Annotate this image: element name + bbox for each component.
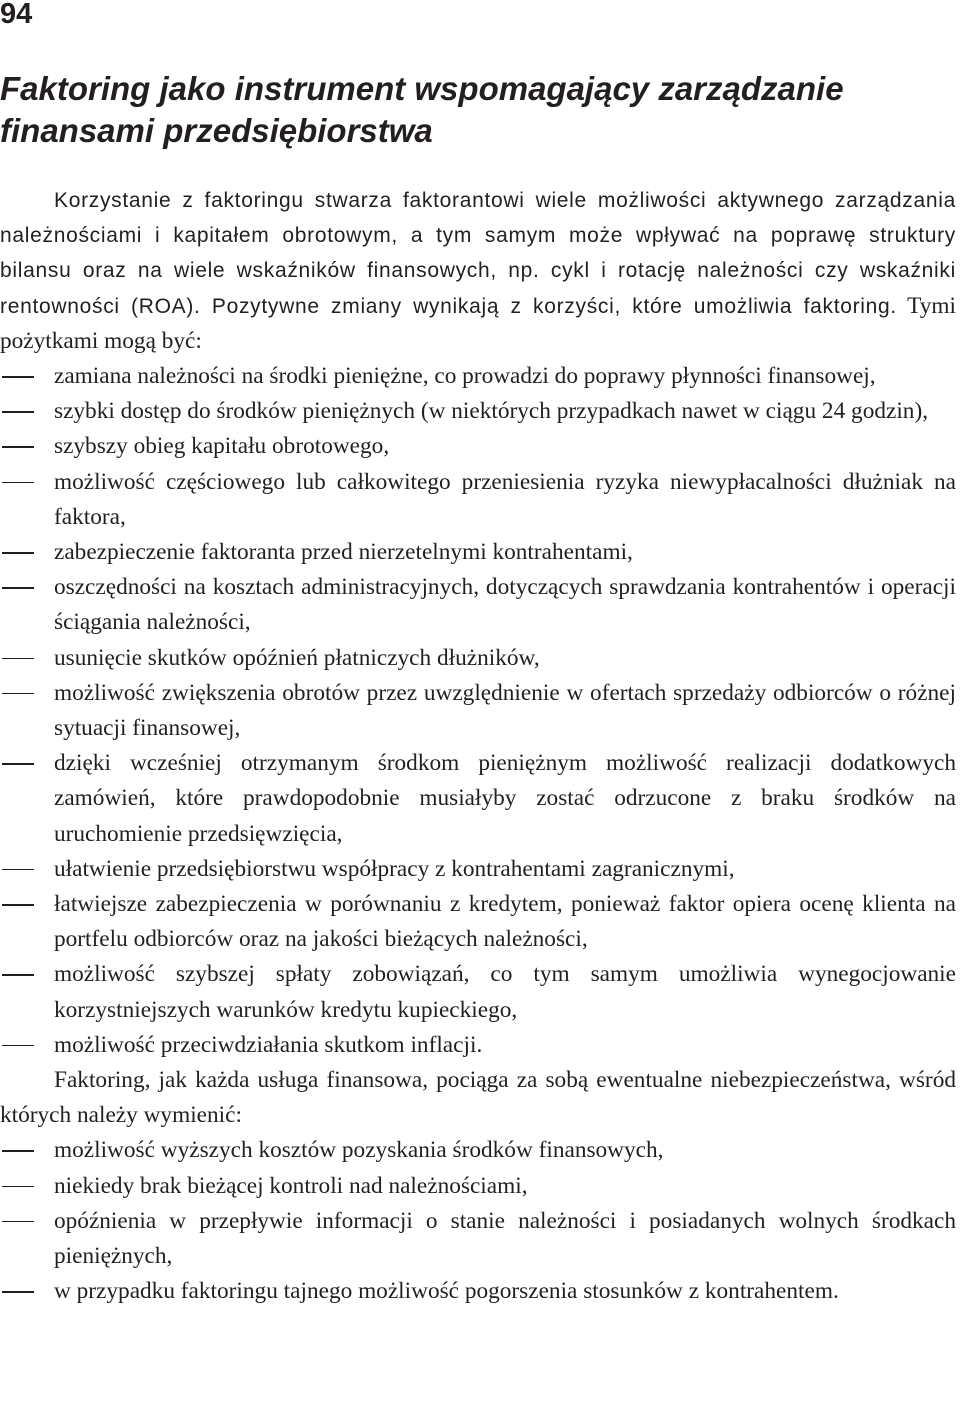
- risks-list: [0, 1133, 956, 1309]
- dash-bullet-icon: [2, 1045, 34, 1047]
- list-item: [0, 887, 956, 957]
- list-item-text: zabezpieczenie faktoranta przed nierzetelnymi kontrahentami,: [54, 539, 633, 566]
- list-item-text: szybszy obieg kapitału obrotowego,: [54, 433, 390, 460]
- list-item: [0, 957, 956, 1027]
- page-title: Faktoring jako instrument wspomagający zarządzanie finansami przedsiębiorstwa: [0, 70, 844, 149]
- dash-bullet-icon: [2, 1186, 34, 1188]
- list-item-text: szybki dostęp do środków pieniężnych (w niektórych przypadkach nawet w ciągu 24 godzin),: [54, 398, 929, 425]
- dash-bullet-icon: [2, 1291, 34, 1293]
- page-number: 94: [0, 0, 33, 30]
- list-item-text: możliwość częściowego lub całkowitego przeniesienia ryzyka niewypłacalności dłużniak na faktora,: [54, 468, 956, 530]
- intro-text-sans: Korzystanie z faktoringu stwarza faktorantowi wiele możliwości aktywnego zarządzania należnościami i kapitałem obrotowym, a tym samym może wpływać na poprawę struktury bilansu oraz na wiele wskaźników finansowych, np. cykl i rotację należności czy wskaźniki rentowności (ROA). Pozytywne zmiany wynikają z korzyści, które umożliwia faktoring.: [0, 189, 956, 318]
- list-item-text: zamiana należności na środki pieniężne, co prowadzi do poprawy płynności finansowej,: [54, 363, 876, 390]
- list-item-text: oszczędności na kosztach administracyjnych, dotyczących sprawdzania kontrahentów i operacji ściągania należności,: [54, 574, 956, 636]
- list-item-text: łatwiejsze zabezpieczenia w porównaniu z kredytem, ponieważ faktor opiera ocenę klienta na portfelu odbiorców oraz na jakości bieżących należności,: [54, 891, 956, 953]
- list-item: [0, 535, 956, 570]
- dash-bullet-icon: [2, 376, 34, 378]
- list-item-text: usunięcie skutków opóźnień płatniczych dłużników,: [54, 644, 540, 671]
- list-item: [0, 394, 956, 429]
- list-item: [0, 746, 956, 852]
- list-item-text: opóźnienia w przepływie informacji o stanie należności i posiadanych wolnych środkach pieniężnych,: [54, 1207, 956, 1270]
- dash-bullet-icon: [2, 587, 34, 589]
- dash-bullet-icon: [2, 482, 34, 484]
- dash-bullet-icon: [2, 1221, 34, 1223]
- list-item: [0, 1169, 956, 1204]
- risks-intro-paragraph: Faktoring, jak każda usługa finansowa, pociąga za sobą ewentualne niebezpieczeństwa, wśród których należy wymienić:: [0, 1067, 956, 1129]
- list-item-text: dzięki wcześniej otrzymanym środkom pieniężnym możliwość realizacji dodatkowych zamówień, które prawdopodobnie musiałyby zostać odrzucone z braku środków na uruchomienie przedsięwzięcia,: [54, 750, 956, 847]
- intro-text-serif: Tymi pożytkami mogą być:: [0, 292, 956, 354]
- list-item-text: możliwość przeciwdziałania skutkom inflacji.: [54, 1031, 483, 1058]
- dash-bullet-icon: [2, 446, 34, 448]
- list-item: [0, 1133, 956, 1168]
- dash-bullet-icon: [2, 974, 34, 976]
- dash-bullet-icon: [2, 763, 34, 765]
- list-item: [0, 429, 956, 464]
- dash-bullet-icon: [2, 693, 34, 695]
- dash-bullet-icon: [2, 658, 34, 660]
- list-item: [0, 1028, 956, 1063]
- dash-bullet-icon: [2, 411, 34, 413]
- benefits-list: [0, 359, 956, 1063]
- list-item: [0, 676, 956, 746]
- list-item-text: niekiedy brak bieżącej kontroli nad należnościami,: [54, 1172, 528, 1199]
- list-item: [0, 359, 956, 394]
- list-item: [0, 1204, 956, 1274]
- dash-bullet-icon: [2, 552, 34, 554]
- intro-paragraph: [0, 183, 956, 359]
- list-item-text: możliwość szybszej spłaty zobowiązań, co tym samym umożliwia wynegocjowanie korzystniejszych warunków kredytu kupieckiego,: [54, 961, 956, 1023]
- list-item: [0, 1274, 956, 1309]
- dash-bullet-icon: [2, 1150, 34, 1152]
- list-item: [0, 641, 956, 676]
- list-item: [0, 465, 956, 535]
- list-item-text: możliwość wyższych kosztów pozyskania środków finansowych,: [54, 1137, 664, 1164]
- list-item: [0, 852, 956, 887]
- list-item-text: w przypadku faktoringu tajnego możliwość pogorszenia stosunków z kontrahentem.: [54, 1278, 839, 1305]
- dash-bullet-icon: [2, 869, 34, 871]
- dash-bullet-icon: [2, 904, 34, 906]
- list-item: [0, 570, 956, 640]
- list-item-text: ułatwienie przedsiębiorstwu współpracy z kontrahentami zagranicznymi,: [54, 855, 735, 882]
- main-content: [0, 183, 956, 1310]
- list-item-text: możliwość zwiększenia obrotów przez uwzględnienie w ofertach sprzedaży odbiorców o różnej sytuacji finansowej,: [54, 679, 956, 742]
